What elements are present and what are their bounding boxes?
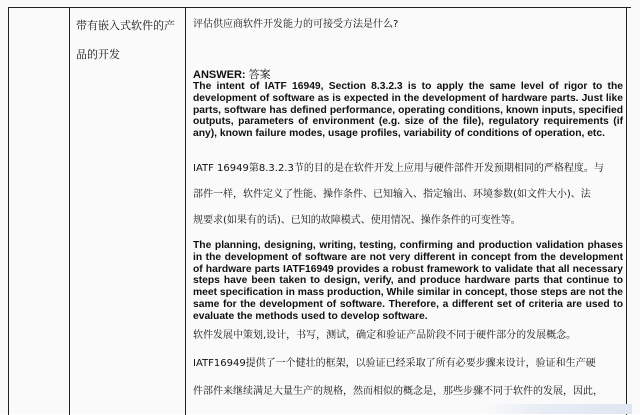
paragraph-1-chinese-line-1: IATF 16949第8.3.2.3节的目的是在软件开发上应用与硬件部件开发预期相同的严格程度。与 bbox=[193, 163, 604, 174]
answer-label-zh: 答案 bbox=[248, 68, 271, 81]
watermark-overlay bbox=[482, 404, 632, 414]
table-right-border bbox=[626, 8, 627, 415]
paragraph-2-chinese-line-2: IATF16949提供了一个健壮的框架，以验证已经采取了所有必要步骤来设计，验证和生产硬 bbox=[193, 358, 596, 369]
topic-cell bbox=[70, 8, 185, 415]
requirements-table bbox=[8, 7, 631, 415]
paragraph-1-english: The intent of IATF 16949, Section 8.3.2.3 is to apply the same level of rigor to the development of software as is expected in the development of hardware parts. Just like parts, software has defined performance, operating conditions, known inputs, specified outputs, parameters of environment (e.g. size of the file), regulatory requirements (if any), known failure modes, usage profiles, variability of conditions of operation, etc. bbox=[193, 81, 623, 140]
question-text: 评估供应商软件开发能力的可接受方法是什么? bbox=[193, 19, 399, 30]
content-cell bbox=[186, 8, 626, 415]
paragraph-1-chinese-line-2: 部件一样，软件定义了性能、操作条件、已知输入、指定输出、环境参数(如文件大小)、法 bbox=[193, 189, 591, 200]
topic-line-2: 品的开发 bbox=[76, 48, 120, 61]
answer-label: ANSWER: bbox=[193, 69, 246, 81]
paragraph-2-chinese-line-3: 件部件来继续满足大量生产的规格，然而相似的概念是，那些步骤不同于软件的发展，因此， bbox=[193, 386, 603, 397]
topic-line-1: 带有嵌入式软件的产 bbox=[76, 19, 175, 32]
paragraph-2-chinese-line-1: 软件发展中策划,设计，书写，测试，确定和验证产品阶段不同于硬件部分的发展概念。 bbox=[193, 330, 577, 341]
index-column bbox=[9, 8, 69, 415]
answer-heading bbox=[193, 66, 271, 82]
paragraph-2-english: The planning, designing, writing, testing, confirming and production validation phases in the development of software are not very different in concept from the development of hardware parts IATF16949 provides a robust framework to validate that all necessary steps have been taken to design, verify, and produce hardware parts that continue to meet specification in mass production, While similar in concept, those steps are not the same for the development of software. Therefore, a different set of criteria are used to evaluate the methods used to develop software. bbox=[193, 240, 623, 322]
paragraph-1-chinese-line-3: 规要求(如果有的话)、已知的故障模式、使用情况、操作条件的可变性等。 bbox=[193, 215, 521, 226]
